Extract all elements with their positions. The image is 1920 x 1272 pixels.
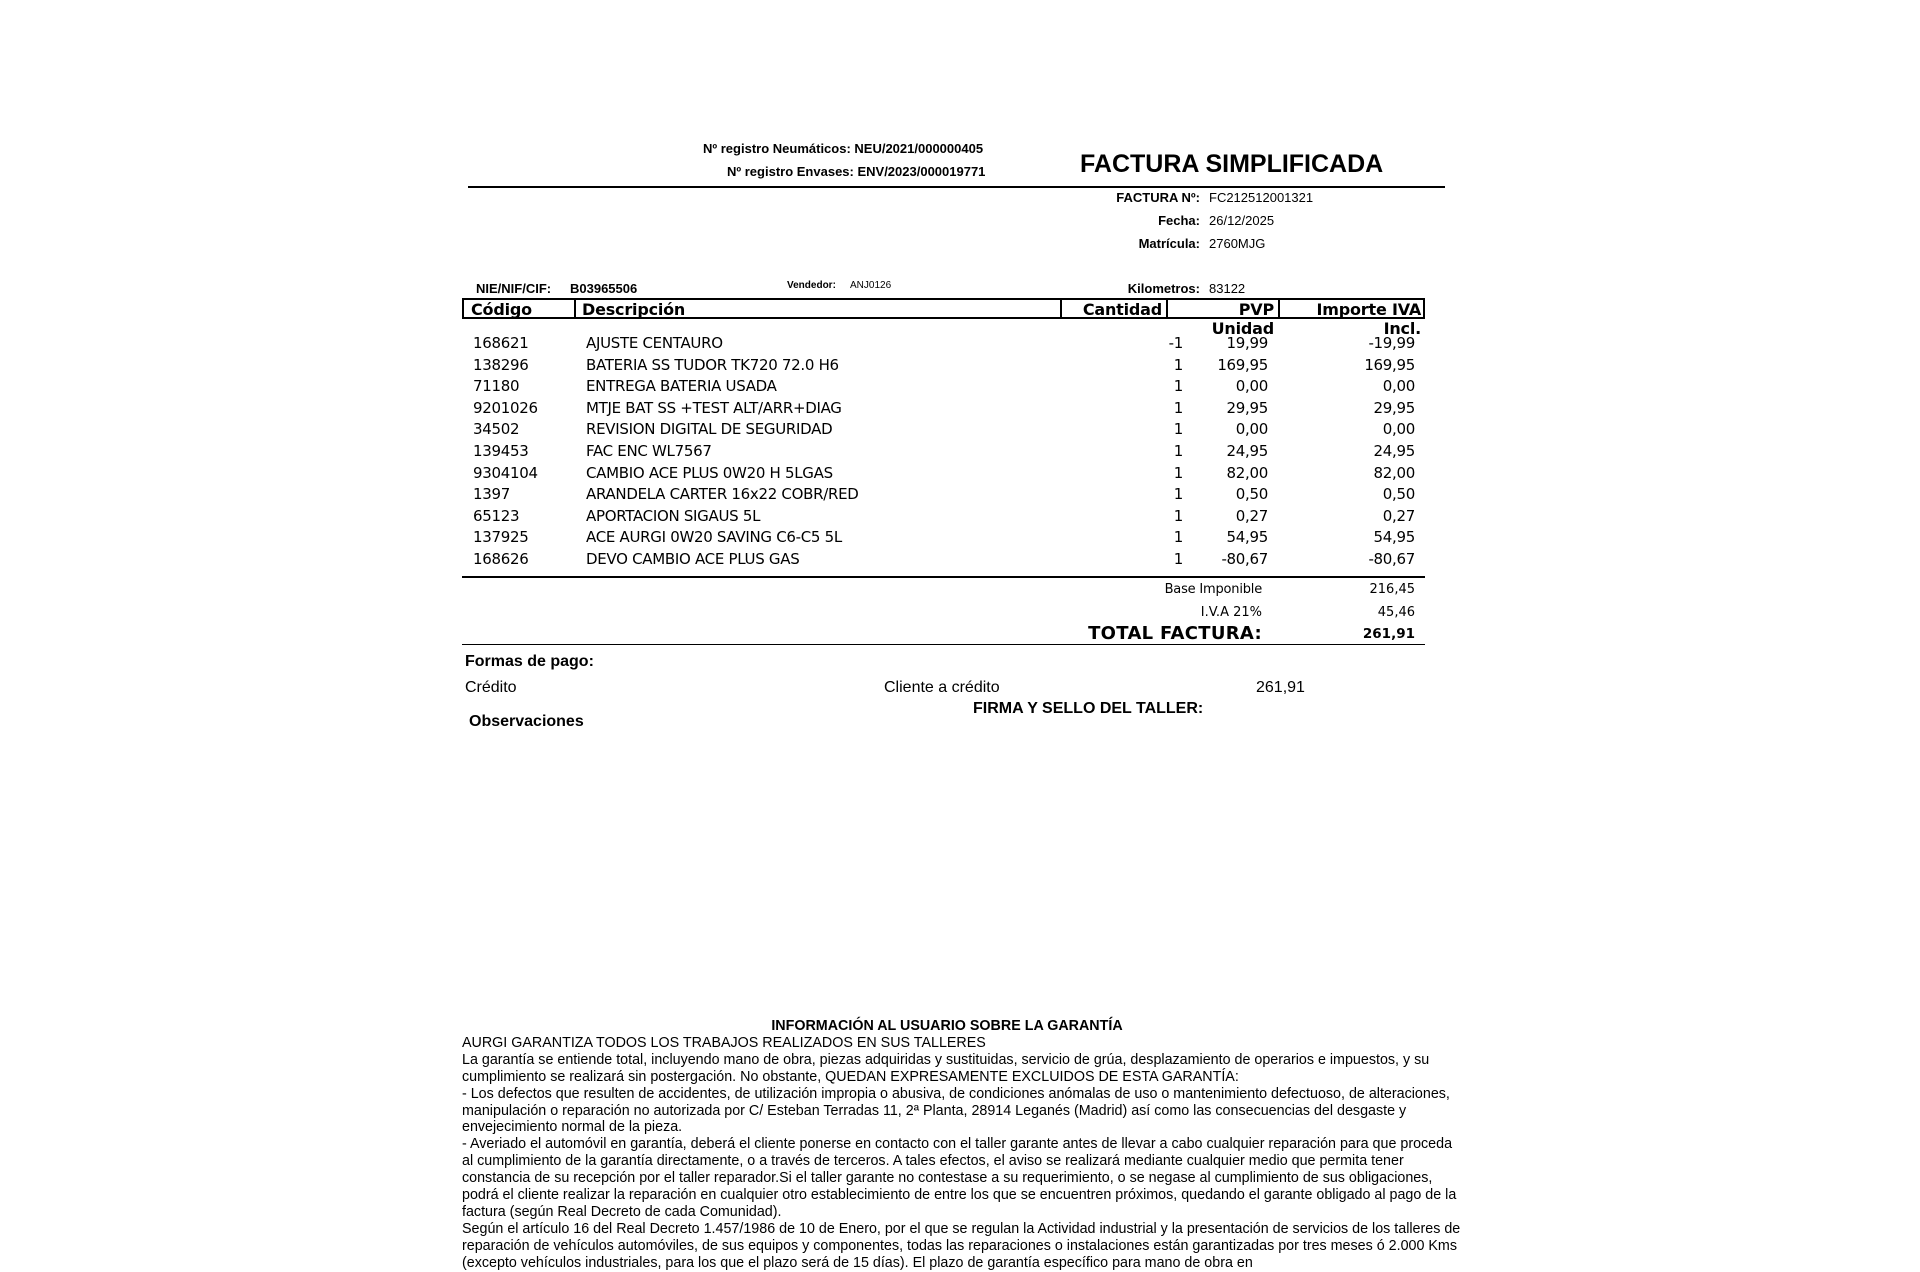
vendedor-value: ANJ0126 (850, 280, 892, 291)
col-separator (1060, 300, 1062, 317)
warranty-info (462, 1018, 1462, 1272)
cell-importe: 0,00 (1382, 420, 1415, 439)
registro-neumaticos: Nº registro Neumáticos: NEU/2021/000000405 (703, 141, 984, 156)
col-separator (1166, 300, 1168, 317)
table-row (462, 420, 1425, 442)
registro-envases: Nº registro Envases: ENV/2023/000019771 (727, 164, 986, 179)
nif-label: NIE/NIF/CIF: (476, 281, 552, 296)
iva-value: 45,46 (1377, 605, 1415, 620)
cell-cantidad: 1 (1173, 377, 1183, 396)
cell-cantidad: 1 (1173, 528, 1183, 547)
cell-pvp: -80,67 (1221, 550, 1268, 568)
cell-descripcion: ACE AURGI 0W20 SAVING C6-C5 5L (586, 528, 842, 547)
col-cantidad: Cantidad (1082, 300, 1162, 319)
table-row (462, 399, 1425, 421)
table-row (462, 377, 1425, 399)
header-divider (468, 186, 1445, 188)
cell-importe: 82,00 (1373, 463, 1415, 482)
fecha-value: 26/12/2025 (1209, 213, 1275, 228)
invoice-title: FACTURA SIMPLIFICADA (1080, 150, 1384, 178)
cell-pvp: 0,00 (1235, 377, 1268, 396)
table-row (462, 485, 1425, 507)
table-row (462, 442, 1425, 464)
table-row (462, 334, 1425, 356)
cell-cantidad: 1 (1173, 398, 1183, 417)
cell-importe: 0,00 (1382, 377, 1415, 396)
totals-divider (462, 644, 1425, 645)
formas-pago-title: Formas de pago: (465, 653, 594, 670)
cell-descripcion: CAMBIO ACE PLUS 0W20 H 5LGAS (586, 463, 833, 482)
total-value: 261,91 (1362, 626, 1415, 642)
invoice-number: FC212512001321 (1209, 190, 1314, 205)
cell-pvp: 29,95 (1226, 398, 1268, 417)
payment-amount: 261,91 (1256, 679, 1305, 696)
cell-importe: -80,67 (1368, 550, 1415, 568)
cell-cantidad: 1 (1173, 442, 1183, 460)
cell-importe: -19,99 (1368, 334, 1415, 352)
iva-label: I.V.A 21% (1200, 605, 1262, 620)
cell-pvp: 0,27 (1235, 506, 1268, 525)
total-label: TOTAL FACTURA: (1088, 623, 1262, 644)
cell-cantidad: -1 (1168, 334, 1183, 352)
col-separator (1278, 300, 1280, 317)
cell-pvp: 19,99 (1226, 334, 1268, 352)
cell-pvp: 0,00 (1235, 420, 1268, 439)
base-imponible-value: 216,45 (1369, 582, 1415, 597)
cell-codigo: 137925 (473, 528, 529, 547)
cell-descripcion: ARANDELA CARTER 16x22 COBR/RED (586, 485, 859, 504)
cell-codigo: 9304104 (473, 463, 538, 482)
table-row (462, 356, 1425, 378)
col-pvp: PVP Unidad (1211, 300, 1274, 338)
nif-value: B03965506 (570, 281, 638, 296)
matricula-label: Matrícula: (1138, 236, 1200, 251)
warranty-paragraph: - Los defectos que resulten de accidentes, de utilización impropia o abusiva, de condiciones anómalas de uso o mantenimiento defectuoso, de alteraciones, manipulación o reparación no autorizada por C/ Esteban Terradas 11, 2ª Planta, 28914 Leganés (Madrid) así como las consecuencias del desgaste y envejecimiento normal de la pieza. (462, 1085, 1450, 1136)
firma-label: FIRMA Y SELLO DEL TALLER: (973, 700, 1204, 717)
cell-codigo: 139453 (473, 442, 529, 460)
warranty-title: INFORMACIÓN AL USUARIO SOBRE LA GARANTÍA (771, 1018, 1123, 1034)
payment-description: Cliente a crédito (884, 679, 1000, 696)
cell-pvp: 54,95 (1226, 528, 1268, 547)
cell-importe: 24,95 (1373, 442, 1415, 460)
table-bottom-divider (462, 576, 1425, 578)
table-row (462, 550, 1425, 572)
cell-codigo: 168626 (473, 550, 529, 568)
cell-importe: 0,27 (1382, 506, 1415, 525)
cell-descripcion: DEVO CAMBIO ACE PLUS GAS (586, 550, 800, 568)
cell-descripcion: BATERIA SS TUDOR TK720 72.0 H6 (586, 355, 839, 374)
table-row (462, 507, 1425, 529)
cell-codigo: 34502 (473, 420, 520, 439)
base-imponible-label: Base Imponible (1164, 582, 1262, 597)
table-row (462, 528, 1425, 550)
warranty-paragraph: Según el artículo 16 del Real Decreto 1.457/1986 de 10 de Enero, por el que se regulan la Actividad industrial y la presentación de servicios de los talleres de reparación de vehículos automóviles, de sus equipos y componentes, todas las reparaciones o instalaciones están garantizadas por tres meses ó 2.000 Kms (excepto vehículos industriales, para los que el plazo será de 15 días). El plazo de garantía específico para mano de obra en (462, 1220, 1461, 1271)
observaciones-label: Observaciones (469, 713, 584, 730)
cell-cantidad: 1 (1173, 550, 1183, 568)
cell-cantidad: 1 (1173, 355, 1183, 374)
cell-importe: 54,95 (1373, 528, 1415, 547)
cell-pvp: 169,95 (1217, 355, 1268, 374)
fecha-label: Fecha: (1158, 213, 1200, 228)
col-importe: Importe IVA Incl. (1316, 300, 1421, 338)
cell-importe: 0,50 (1382, 485, 1415, 504)
km-value: 83122 (1209, 281, 1246, 296)
cell-cantidad: 1 (1173, 463, 1183, 482)
cell-codigo: 168621 (473, 334, 529, 352)
cell-cantidad: 1 (1173, 506, 1183, 525)
cell-cantidad: 1 (1173, 485, 1183, 504)
cell-importe: 29,95 (1373, 398, 1415, 417)
cell-descripcion: APORTACION SIGAUS 5L (586, 506, 761, 525)
warranty-paragraph: - Averiado el automóvil en garantía, deberá el cliente ponerse en contacto con el taller garante antes de llevar a cabo cualquier reparación para que proceda al cumplimiento de la garantía directamente, o a través de terceros. A tales efectos, el aviso se realizará mediante cualquier medio que permita tener constancia de su recepción por el taller reparador.Si el taller garante no contestase a su requerimiento, o se negase al cumplimiento de sus obligaciones, podrá el cliente realizar la reparación en cualquier otro establecimiento de entre los que se encuentren próximos, quedando el garante obligado al pago de la factura (según Real Decreto de cada Comunidad). (462, 1136, 1457, 1220)
cell-codigo: 1397 (473, 485, 510, 504)
cell-codigo: 138296 (473, 355, 529, 374)
invoice-number-label: FACTURA Nº: (1116, 190, 1200, 205)
matricula-value: 2760MJG (1209, 236, 1266, 251)
table-header (462, 298, 1425, 338)
cell-importe: 169,95 (1364, 355, 1415, 374)
cell-codigo: 9201026 (473, 398, 538, 417)
cell-descripcion: AJUSTE CENTAURO (586, 334, 723, 352)
col-descripcion: Descripción (582, 300, 686, 319)
table-row (462, 464, 1425, 486)
cell-pvp: 0,50 (1235, 485, 1268, 504)
cell-descripcion: MTJE BAT SS +TEST ALT/ARR+DIAG (586, 398, 842, 417)
cell-pvp: 82,00 (1226, 463, 1268, 482)
cell-pvp: 24,95 (1226, 442, 1268, 460)
cell-codigo: 71180 (473, 377, 520, 396)
vendedor-label: Vendedor: (787, 280, 836, 291)
cell-descripcion: ENTREGA BATERIA USADA (586, 377, 777, 396)
warranty-paragraph: AURGI GARANTIZA TODOS LOS TRABAJOS REALIZADOS EN SUS TALLERES (462, 1034, 986, 1051)
cell-descripcion: FAC ENC WL7567 (586, 442, 712, 460)
warranty-paragraph: La garantía se entiende total, incluyendo mano de obra, piezas adquiridas y sustituidas, servicio de grúa, desplazamiento de operarios e impuestos, y su cumplimiento se realizará sin postergación. No obstante, QUEDAN EXPRESAMENTE EXCLUIDOS DE ESTA GARANTÍA: (462, 1051, 1430, 1085)
cell-cantidad: 1 (1173, 420, 1183, 439)
km-label: Kilometros: (1127, 281, 1200, 296)
col-separator (574, 300, 576, 317)
payment-method: Crédito (465, 679, 517, 696)
col-codigo: Código (471, 300, 532, 319)
cell-codigo: 65123 (473, 506, 520, 525)
cell-descripcion: REVISION DIGITAL DE SEGURIDAD (586, 420, 833, 439)
